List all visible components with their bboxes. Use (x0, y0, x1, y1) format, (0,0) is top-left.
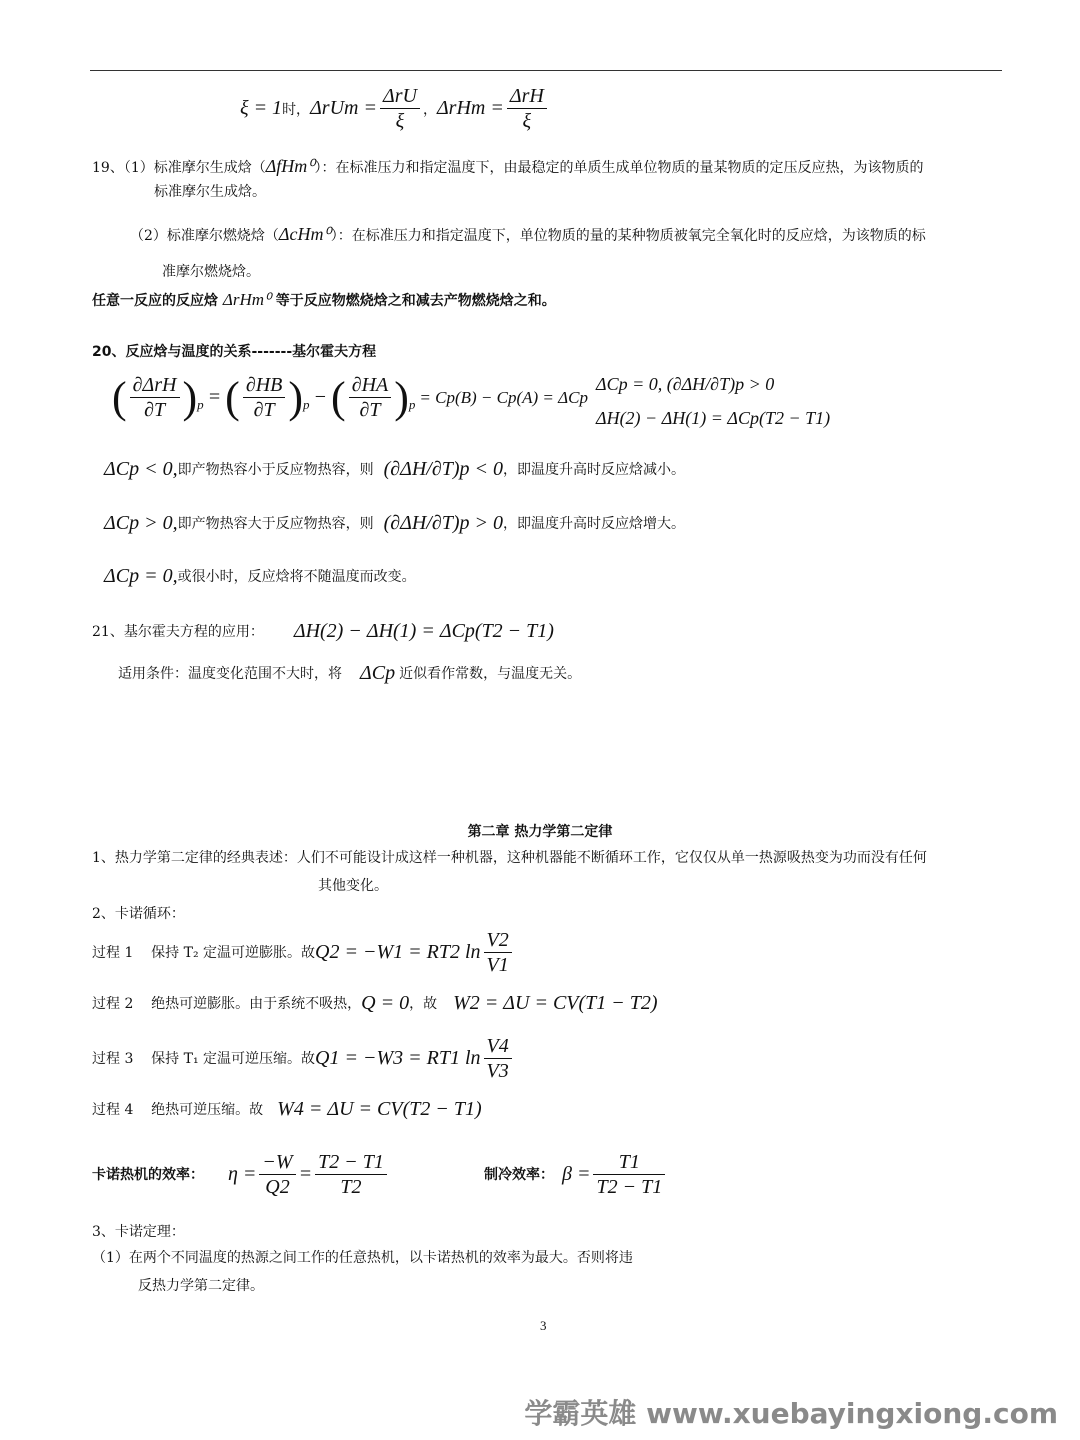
eff-fraction-2 (315, 1150, 387, 1199)
du-den: ξ (395, 110, 405, 132)
eff-label: 卡诺热机的效率： (92, 1166, 204, 1183)
du-lhs: ΔrUm = (310, 97, 377, 119)
xi-sep: ， (422, 101, 437, 118)
case-neg-text2: ，即温度升高时反应焓减小。 (503, 461, 686, 478)
p3-num: V4 (484, 1034, 512, 1059)
du-fraction (380, 84, 420, 133)
ch2-s2-label: 2、卡诺循环： (92, 906, 185, 922)
p1-num: V2 (484, 928, 512, 953)
item19-p2-sym: ΔcHm⁰ (278, 224, 331, 244)
eff-fraction-1 (259, 1150, 295, 1199)
case-negative (104, 458, 685, 481)
cool-den: T2 − T1 (596, 1176, 663, 1198)
item19-p1-text: ）：在标准压力和指定温度下，由最稳定的单质生成单位物质的量某物质的定压反应热，为该物质的 (314, 160, 924, 176)
item21-cond-prefix: 适用条件：温度变化范围不大时，将 (118, 665, 342, 682)
process-3 (92, 1034, 515, 1083)
p1-den: V1 (486, 954, 509, 976)
item19-p2-prefix: （2）标准摩尔燃烧焓（ (130, 228, 279, 244)
case-neg-math: ΔCp < 0, (104, 458, 178, 480)
term1-den: ∂T (144, 399, 166, 421)
case-pos-math: ΔCp > 0, (104, 512, 178, 534)
item21-cond-suffix: 近似看作常数，与温度无关。 (399, 665, 582, 682)
cool-lhs: β = (562, 1163, 591, 1185)
item20-side2: ΔH(2) − ΔH(1) = ΔCp(T2 − T1) (596, 408, 831, 428)
p3-eq: Q1 = −W3 = RT1 ln (315, 1047, 481, 1069)
item19-bold-sym: ΔrHm⁰ (222, 290, 271, 309)
process-4 (92, 1098, 482, 1121)
paren-open-2: ( (225, 373, 240, 422)
kirchhoff-minus: − (313, 386, 328, 408)
item19-bold-line (92, 290, 556, 311)
p3-den: V3 (486, 1060, 509, 1082)
case-pos-math2: (∂ΔH/∂T)p > 0 (383, 512, 504, 534)
kirchhoff-rhs: = Cp(B) − Cp(A) = ΔCp (419, 387, 588, 407)
p1-eq: Q2 = −W1 = RT2 ln (315, 941, 481, 963)
case-pos-text2: ，即温度升高时反应焓增大。 (503, 515, 686, 532)
ch2-s1 (92, 848, 927, 868)
chapter2-title: 第二章 热力学第二定律 (467, 824, 613, 840)
process-2 (92, 992, 658, 1015)
header-rule (90, 70, 1002, 71)
ch2-s1-label: 1、热力学第二定律的经典表述： (92, 850, 297, 866)
p1-label: 过程 1 保持 T₂ 定温可逆膨胀。故 (92, 944, 316, 961)
p2-eq: W2 = ΔU = CV(T1 − T2) (453, 992, 658, 1014)
p2-q: Q = 0 (361, 992, 410, 1014)
cool-num: T1 (593, 1150, 665, 1175)
ch2-s1-text: 人们不可能设计成这样一种机器，这种机器能不断循环工作，它仅仅从单一热源吸热变为功而没有任何 (296, 850, 927, 866)
p1-fraction (484, 928, 512, 977)
ch2-s3-label: 3、卡诺定理： (92, 1224, 185, 1240)
ch2-s3-p1-cont: 反热力学第二定律。 (138, 1278, 264, 1294)
dh-num: ΔrH (507, 84, 547, 109)
item19-p2 (130, 224, 926, 246)
cool-label: 制冷效率： (484, 1166, 554, 1183)
kirchhoff-term2 (243, 373, 286, 422)
paren-open-3: ( (331, 373, 346, 422)
kirchhoff-term3 (349, 373, 392, 422)
eff-d2: T2 (340, 1176, 362, 1198)
p2-mid: ，故 (409, 995, 438, 1012)
item21-eq: ΔH(2) − ΔH(1) = ΔCp(T2 − T1) (293, 620, 554, 642)
sub-p-1: p (197, 397, 204, 412)
item19-bold-prefix: 任意一反应的反应焓 (92, 293, 218, 309)
cooling-efficiency (484, 1150, 668, 1199)
item20-side1: ΔCp = 0, (∂ΔH/∂T)p > 0 (596, 374, 775, 394)
term1-num: ∂ΔrH (130, 373, 180, 398)
xi-lhs: ξ = 1 (240, 97, 283, 119)
term3-num: ∂HA (349, 373, 392, 398)
dh-den: ξ (522, 110, 532, 132)
case-zero-text: 或很小时，反应焓将不随温度而改变。 (177, 568, 416, 585)
carnot-efficiency (92, 1150, 390, 1199)
case-zero (104, 565, 416, 588)
case-pos-text1: 即产物热容大于反应物热容，则 (177, 515, 374, 532)
p3-label: 过程 3 保持 T₁ 定温可逆压缩。故 (92, 1050, 316, 1067)
paren-close-2: ) (288, 373, 304, 422)
eff-eq: = (298, 1163, 313, 1185)
case-neg-math2: (∂ΔH/∂T)p < 0 (383, 458, 504, 480)
item19-p1 (92, 156, 924, 178)
paren-close-1: ) (182, 373, 198, 422)
kirchhoff-eq: = (207, 386, 222, 408)
sub-p-3: p (408, 397, 416, 412)
p4-label: 过程 4 绝热可逆压缩。故 (92, 1101, 264, 1118)
item20-heading: 20、反应焓与温度的关系-------基尔霍夫方程 (92, 344, 377, 360)
xi-shi: 时， (282, 101, 311, 118)
p3-fraction (484, 1034, 512, 1083)
case-zero-math: ΔCp = 0, (104, 565, 178, 587)
p2-label: 过程 2 绝热可逆膨胀。由于系统不吸热， (92, 995, 362, 1012)
eq-xi (240, 84, 550, 133)
item21-cond-sym: ΔCp (360, 662, 396, 684)
case-positive (104, 512, 685, 535)
ch2-s1-cont: 其他变化。 (318, 878, 388, 894)
dh-lhs: ΔrHm = (436, 97, 504, 119)
kirchhoff-term1 (130, 373, 180, 422)
du-num: ΔrU (380, 84, 420, 109)
paren-close-3: ) (394, 373, 409, 422)
item19-p1-cont: 标准摩尔生成焓。 (154, 184, 266, 200)
item19-bold-suffix: 等于反应物燃烧焓之和减去产物燃烧焓之和。 (275, 293, 556, 309)
term3-den: ∂T (359, 399, 381, 421)
eff-lhs: η = (228, 1163, 257, 1185)
paren-open-1: ( (112, 373, 127, 422)
dh-fraction (507, 84, 547, 133)
eff-n2: T2 − T1 (315, 1150, 387, 1175)
item21-condition (118, 662, 581, 685)
item21-label: 21、基尔霍夫方程的应用： (92, 623, 264, 640)
item19-p1-prefix: 19、（1）标准摩尔生成焓（ (92, 160, 266, 176)
kirchhoff-equation (112, 372, 588, 423)
cool-fraction (593, 1150, 665, 1199)
term2-den: ∂T (253, 399, 275, 421)
ch2-s3-p1: （1）在两个不同温度的热源之间工作的任意热机，以卡诺热机的效率为最大。否则将违 (92, 1250, 633, 1266)
sub-p-2: p (303, 397, 310, 412)
eff-n1: −W (259, 1150, 295, 1175)
item19-p2-cont: 准摩尔燃烧焓。 (162, 264, 260, 280)
item21-line (92, 620, 554, 643)
item19-p1-sym: ΔfHm⁰ (265, 156, 315, 176)
process-1 (92, 928, 515, 977)
case-neg-text1: 即产物热容小于反应物热容，则 (177, 461, 374, 478)
p4-eq: W4 = ΔU = CV(T2 − T1) (277, 1098, 482, 1120)
page-number: 3 (540, 1318, 547, 1333)
term2-num: ∂HB (243, 373, 286, 398)
item19-p2-text: ）：在标准压力和指定温度下，单位物质的量的某种物质被氧完全氧化时的反应焓，为该物质的标 (330, 228, 926, 244)
watermark: 学霸英雄 www.xuebayingxiong.com (524, 1397, 1058, 1430)
eff-d1: Q2 (265, 1176, 290, 1198)
